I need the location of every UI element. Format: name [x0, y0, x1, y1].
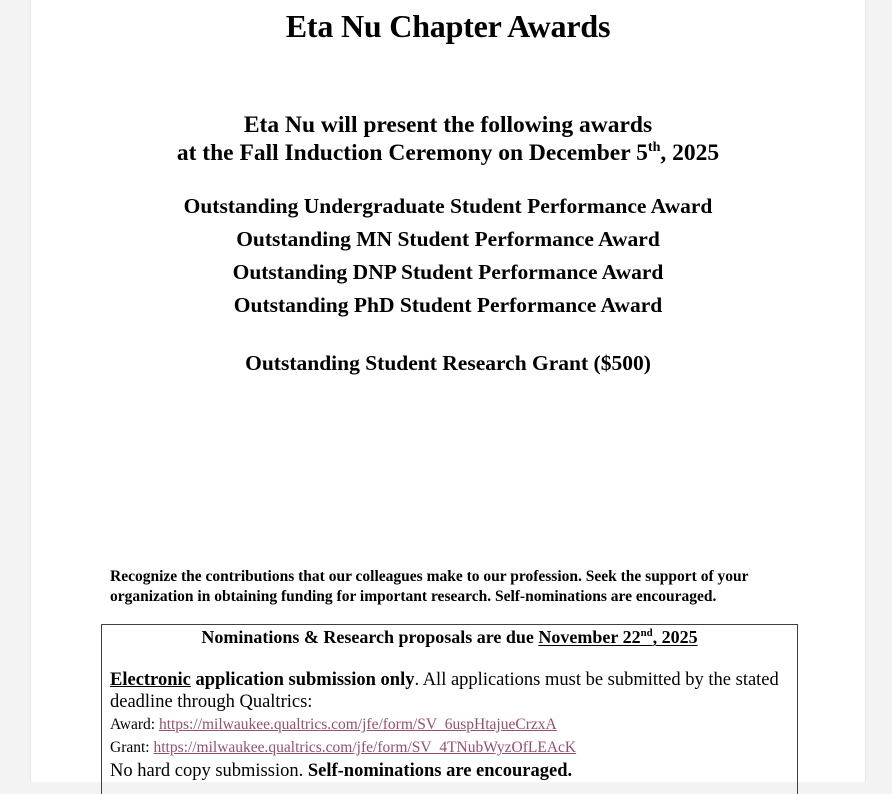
intro-line-2-text: at the Fall Induction Ceremony on December 5	[176, 140, 648, 166]
submission-only-text: application submission only	[190, 670, 415, 690]
award-link-label: Award:	[110, 716, 159, 733]
page-title: Eta Nu Chapter Awards	[285, 8, 611, 44]
award-item: Outstanding PhD Student Performance Award	[233, 293, 663, 317]
intro-line-2-year: , 2025	[660, 140, 720, 166]
grant-form-link[interactable]: https://milwaukee.qualtrics.com/jfe/form/SV_4TNubWyzOfLEAcK	[153, 739, 577, 756]
self-nominations-note: Self-nominations are encouraged.	[307, 761, 573, 781]
award-item: Outstanding MN Student Performance Award	[236, 227, 660, 251]
intro-line-2	[31, 139, 865, 167]
research-grant: Outstanding Student Research Grant ($500)	[245, 351, 651, 375]
electronic-word: Electronic	[110, 670, 191, 690]
deadline-instructions: . All applications must be submitted by the stated deadline through Qualtrics:	[110, 670, 779, 712]
recognize-paragraph	[110, 567, 810, 606]
intro-heading	[31, 111, 865, 167]
no-hard-copy-label: No hard copy submission.	[110, 761, 308, 781]
no-hard-copy-text	[110, 760, 572, 782]
submission-info-box	[101, 624, 798, 794]
awards-list	[31, 190, 865, 322]
award-item: Outstanding DNP Student Performance Award	[232, 260, 664, 284]
document-page	[30, 0, 866, 782]
award-form-link[interactable]: https://milwaukee.qualtrics.com/jfe/form/SV_6uspHtajueCrzxA	[158, 716, 557, 733]
award-item: Outstanding Undergraduate Student Performance Award	[183, 194, 713, 218]
due-date-superscript: nd	[640, 627, 653, 639]
intro-line-2-superscript: th	[647, 139, 661, 156]
grant-link-label: Grant:	[110, 739, 154, 756]
recognize-line-2: organization in obtaining funding for important research. Self-nominations are encouraged.	[110, 587, 717, 605]
due-date-label: Nominations & Research proposals are due	[201, 627, 539, 647]
intro-line-1: Eta Nu will present the following awards	[243, 112, 653, 138]
electronic-submission-text	[110, 669, 790, 713]
due-date-year: , 2025	[652, 627, 698, 647]
award-link-line	[110, 715, 557, 735]
due-date-heading	[102, 625, 797, 649]
due-date-month-day: November 22	[538, 627, 641, 647]
due-date-value	[538, 627, 697, 647]
recognize-line-1: Recognize the contributions that our colleagues make to our profession. Seek the support of your	[110, 568, 749, 585]
grant-link-line	[110, 738, 576, 758]
